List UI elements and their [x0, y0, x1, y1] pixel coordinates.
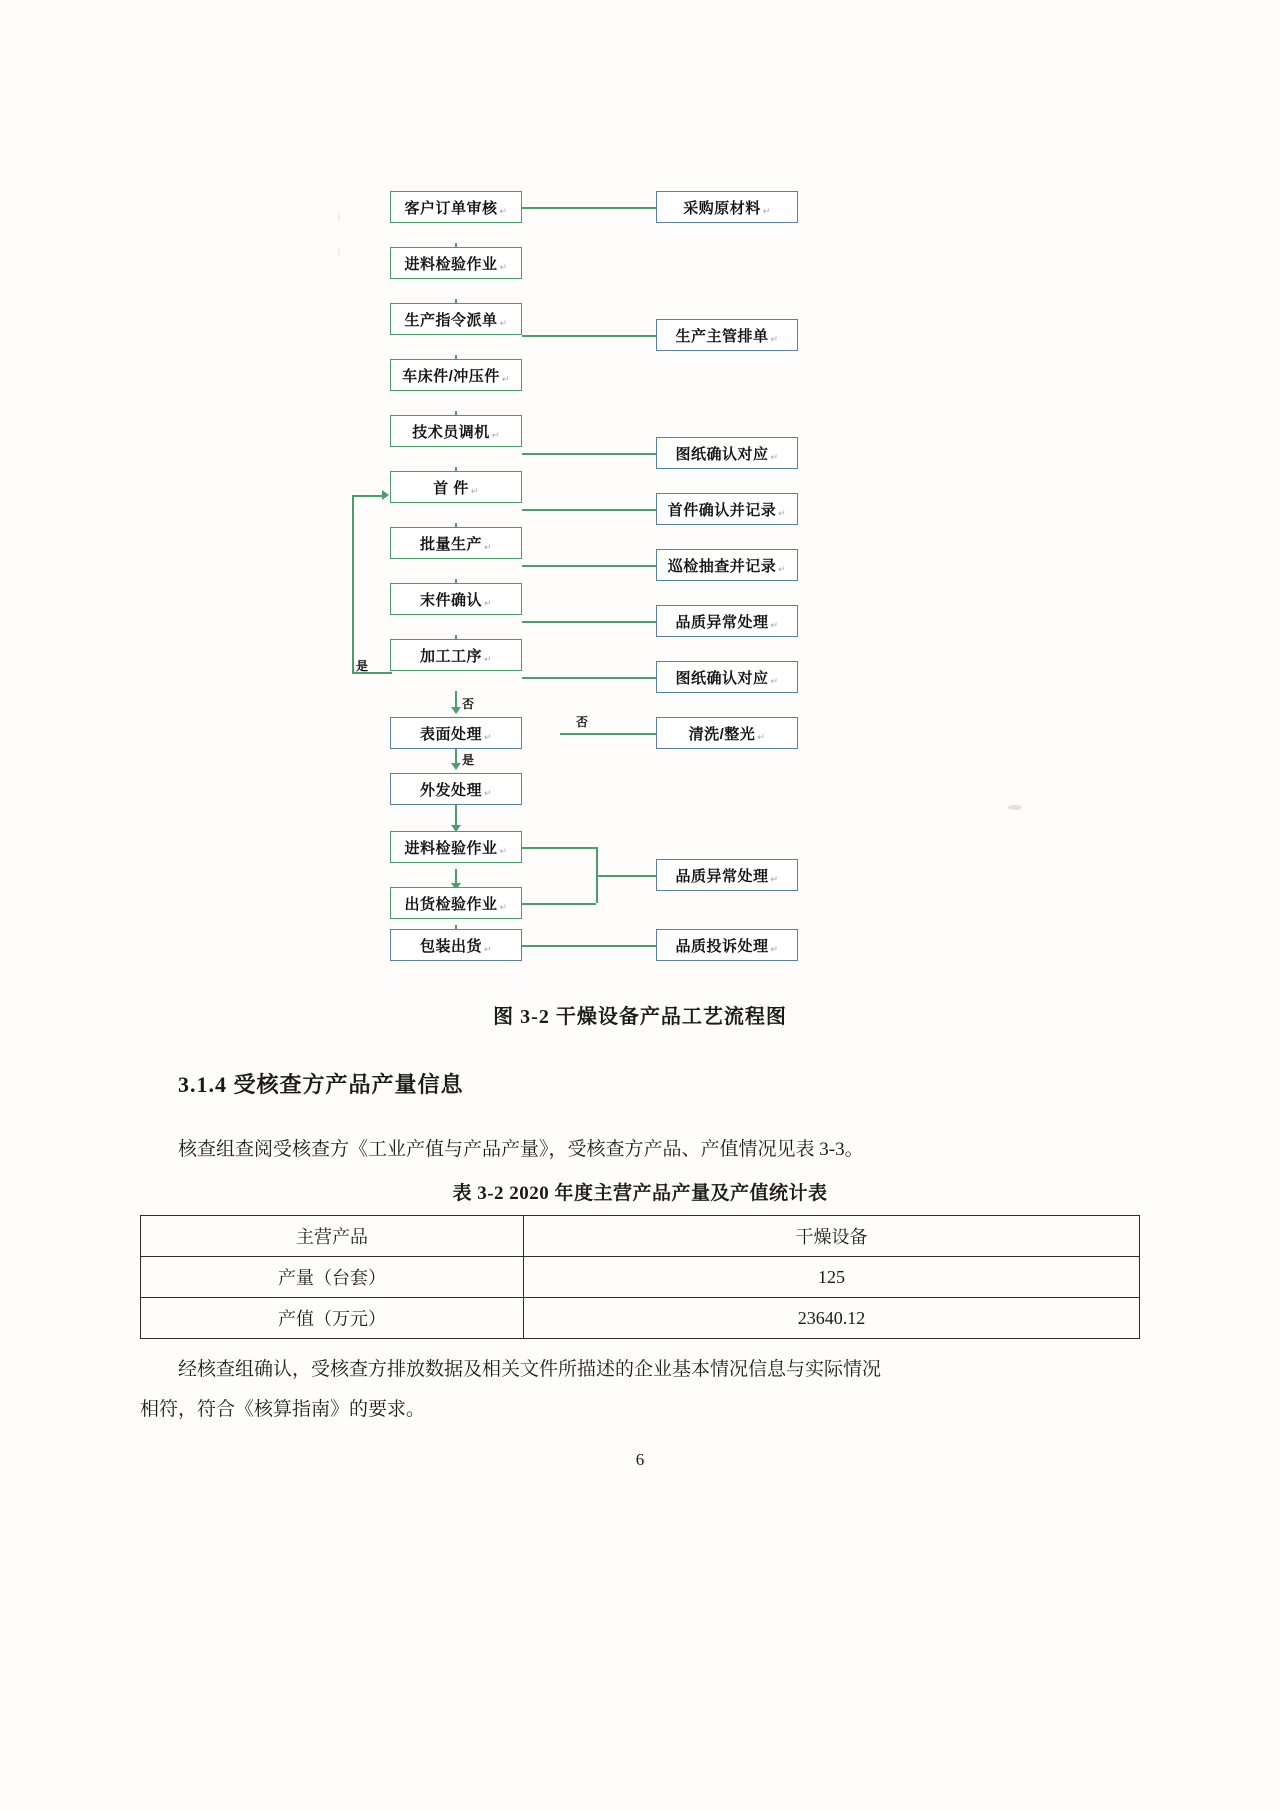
flow-node-last-article[interactable] [390, 583, 522, 615]
scan-artifact-tick: | [338, 247, 340, 257]
flow-node-lathe-stamping[interactable] [390, 359, 522, 391]
flow-node-label: 品质异常处理 [675, 867, 769, 885]
paragraph-mark-icon: ↵ [483, 731, 493, 742]
flow-node-label: 生产主管排单 [675, 327, 769, 345]
scan-smudge [1008, 805, 1022, 810]
paragraph-mark-icon: ↵ [483, 597, 493, 608]
flow-link-right-7 [522, 677, 656, 679]
flow-node-label: 出货检验作业 [404, 895, 498, 913]
section-heading: 3.1.4 受核查方产品产量信息 [178, 1072, 464, 1097]
flow-node-label: 技术员调机 [412, 423, 490, 441]
table-cell-value-value: 23640.12 [524, 1298, 1140, 1339]
paragraph-mark-icon: ↵ [770, 333, 779, 344]
flow-node-label: 图纸确认对应 [675, 669, 769, 687]
flow-link-right-9 [522, 945, 656, 947]
flow-link-right-5 [522, 565, 656, 567]
table-row [141, 1257, 1140, 1298]
flow-node-label: 品质投诉处理 [675, 937, 769, 955]
flow-node-quality-complaint[interactable] [656, 929, 798, 961]
paragraph-mark-icon: ↵ [470, 485, 479, 496]
flow-link-right-3 [522, 453, 656, 455]
flow-link-right-2 [522, 335, 656, 337]
flow-arrow-down [451, 707, 461, 714]
flow-label-yes-loop: 是 [356, 659, 369, 673]
flow-node-drawing-check-1[interactable] [656, 437, 798, 469]
flow-node-label: 包装出货 [419, 937, 482, 955]
flow-node-packing-shipment[interactable] [390, 929, 522, 961]
flow-merge-h3 [596, 875, 656, 877]
paragraph-mark-icon: ↵ [770, 873, 779, 884]
paragraph-mark-icon: ↵ [483, 653, 493, 664]
paragraph-mark-icon: ↵ [770, 619, 779, 630]
process-flow-diagram [330, 185, 950, 985]
flow-node-label: 加工工序 [419, 647, 482, 665]
flow-link-right-4 [522, 509, 656, 511]
flow-node-incoming-inspection-2[interactable] [390, 831, 522, 863]
flow-node-label: 进料检验作业 [404, 255, 498, 273]
product-output-table [140, 1215, 1140, 1339]
flow-node-label: 生产指令派单 [404, 311, 498, 329]
paragraph-mark-icon: ↵ [483, 787, 493, 798]
paragraph-mark-icon: ↵ [499, 205, 508, 216]
flow-node-order-review[interactable] [390, 191, 522, 223]
flow-node-patrol-inspection-record[interactable] [656, 549, 798, 581]
paragraph-mark-icon: ↵ [483, 943, 493, 954]
flow-node-first-article[interactable] [390, 471, 522, 503]
closing-line-2: 相符，符合《核算指南》的要求。 [140, 1399, 426, 1420]
paragraph-mark-icon: ↵ [491, 429, 500, 440]
flow-link-right-1 [522, 207, 656, 209]
flow-label-yes-under-surface: 是 [462, 753, 475, 767]
flow-node-quality-exception-2[interactable] [656, 859, 798, 891]
flow-label-no-under-process: 否 [462, 697, 475, 711]
flow-node-label: 首 件 [433, 479, 469, 497]
flow-node-label: 进料检验作业 [404, 839, 498, 857]
flow-node-label: 末件确认 [419, 591, 482, 609]
flow-link-right-6 [522, 621, 656, 623]
section-paragraph: 核查组查阅受核查方《工业产值与产品产量》，受核查方产品、产值情况见表 3-3。 [178, 1139, 864, 1160]
flow-node-label: 外发处理 [419, 781, 482, 799]
paragraph-mark-icon: ↵ [483, 541, 493, 552]
table-header-product: 主营产品 [141, 1216, 524, 1257]
flow-node-outgoing-inspection[interactable] [390, 887, 522, 919]
table-cell-output-label: 产量（台套） [141, 1257, 524, 1298]
paragraph-mark-icon: ↵ [757, 731, 766, 742]
table-row [141, 1298, 1140, 1339]
flow-node-technician-setup[interactable] [390, 415, 522, 447]
flow-arrow-down [451, 763, 461, 770]
paragraph-mark-icon: ↵ [770, 943, 779, 954]
flow-node-label: 巡检抽查并记录 [667, 557, 777, 575]
paragraph-mark-icon: ↵ [499, 845, 508, 856]
paragraph-mark-icon: ↵ [778, 507, 787, 518]
flow-node-label: 表面处理 [419, 725, 482, 743]
flow-node-mass-production[interactable] [390, 527, 522, 559]
flow-node-purchase-material[interactable] [656, 191, 798, 223]
paragraph-mark-icon: ↵ [762, 205, 771, 216]
flow-node-production-order[interactable] [390, 303, 522, 335]
flow-node-label: 图纸确认对应 [675, 445, 769, 463]
flow-node-label: 车床件/冲压件 [402, 367, 500, 385]
flow-node-outsourced-processing[interactable] [390, 773, 522, 805]
flow-node-incoming-inspection-1[interactable] [390, 247, 522, 279]
paragraph-mark-icon: ↵ [770, 451, 779, 462]
table-row [141, 1216, 1140, 1257]
table-cell-value-label: 产值（万元） [141, 1298, 524, 1339]
flow-node-surface-treatment[interactable] [390, 717, 522, 749]
flow-merge-h1 [522, 847, 596, 849]
table-cell-output-value: 125 [524, 1257, 1140, 1298]
scan-artifact-tick: | [338, 211, 340, 221]
paragraph-mark-icon: ↵ [499, 901, 508, 912]
flow-node-machining-process[interactable] [390, 639, 522, 671]
figure-caption: 图 3-2 干燥设备产品工艺流程图 [493, 1006, 787, 1028]
flow-node-drawing-check-2[interactable] [656, 661, 798, 693]
flow-node-label: 清洗/整光 [688, 725, 756, 743]
flow-node-label: 批量生产 [419, 535, 482, 553]
paragraph-mark-icon: ↵ [770, 675, 779, 686]
flow-loop-horizontal-top [352, 495, 384, 497]
flow-node-label: 品质异常处理 [675, 613, 769, 631]
flow-node-quality-exception-1[interactable] [656, 605, 798, 637]
flow-merge-h2 [522, 903, 596, 905]
flow-loop-vertical [352, 495, 354, 673]
closing-paragraph [140, 1350, 1108, 1430]
table-caption: 表 3-2 2020 年度主营产品产量及产值统计表 [452, 1183, 828, 1204]
flow-node-supervisor-schedule[interactable] [656, 319, 798, 351]
paragraph-mark-icon: ↵ [499, 317, 508, 328]
paragraph-mark-icon: ↵ [499, 261, 508, 272]
flow-node-first-article-record[interactable] [656, 493, 798, 525]
flow-node-cleaning-polishing[interactable] [656, 717, 798, 749]
paragraph-mark-icon: ↵ [501, 373, 510, 384]
flow-node-label: 客户订单审核 [404, 199, 498, 217]
flow-label-no-right-surface: 否 [576, 715, 589, 729]
flow-node-label: 首件确认并记录 [667, 501, 777, 519]
table-header-value: 干燥设备 [524, 1216, 1140, 1257]
page-number: 6 [635, 1450, 645, 1469]
flow-link-right-8 [560, 733, 656, 735]
flow-loop-arrow [382, 490, 389, 500]
closing-line-1: 经核查组确认，受核查方排放数据及相关文件所描述的企业基本情况信息与实际情况 [178, 1359, 882, 1380]
flow-node-label: 采购原材料 [683, 199, 761, 217]
paragraph-mark-icon: ↵ [778, 563, 787, 574]
